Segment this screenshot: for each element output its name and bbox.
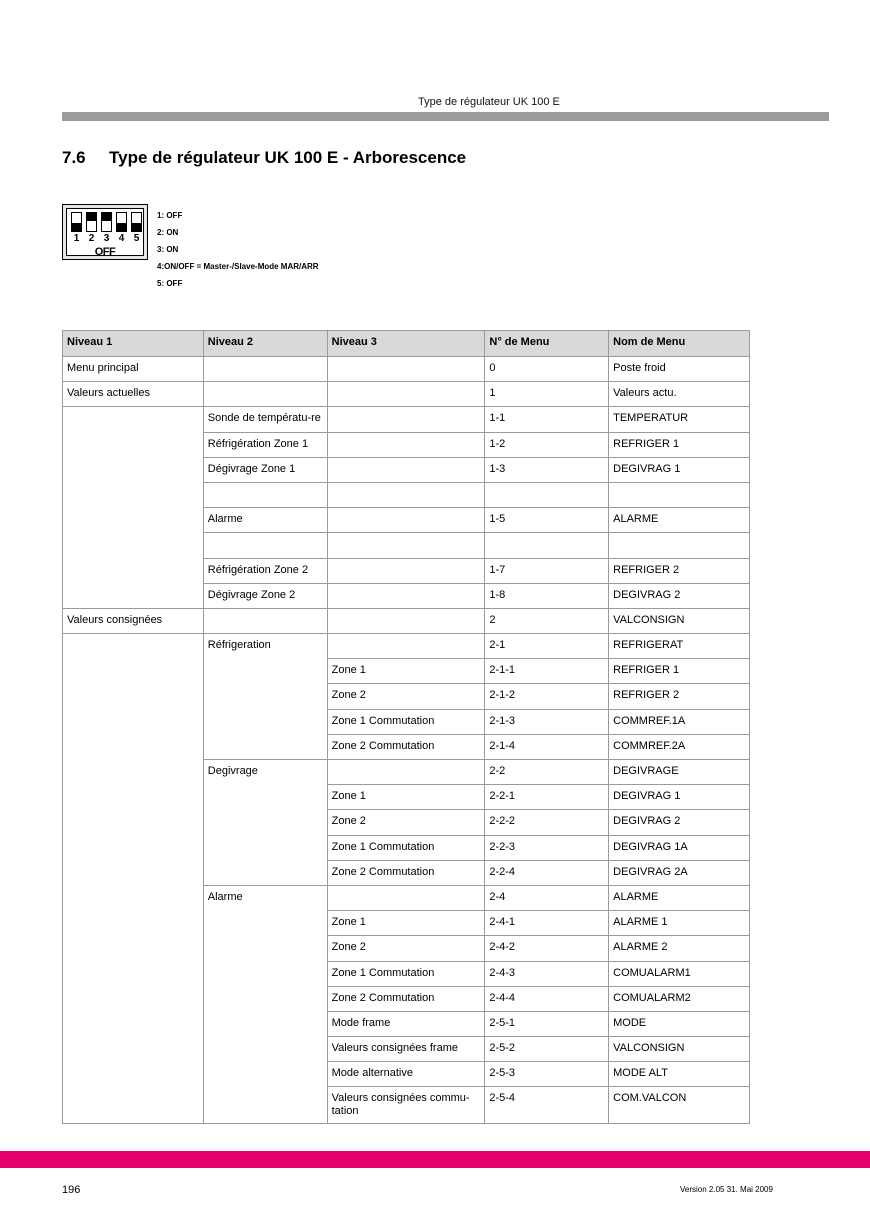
- cell-menu-number: 2: [485, 608, 609, 633]
- running-header: Type de régulateur UK 100 E: [418, 96, 560, 108]
- table-row: [63, 382, 750, 407]
- cell-menu-number: 2-1-4: [485, 734, 609, 759]
- cell-menu-number: 2-1-3: [485, 709, 609, 734]
- cell-niveau-3: Zone 1 Commutation: [327, 709, 485, 734]
- cell-niveau-3: [327, 357, 485, 382]
- dip-legend-line: 2: ON: [157, 228, 179, 237]
- dip-switch-legend: [157, 207, 319, 292]
- cell-niveau-2: [203, 684, 327, 709]
- table-row: [63, 986, 750, 1011]
- cell-menu-number: [485, 482, 609, 507]
- table-row: [63, 835, 750, 860]
- cell-niveau-3: [327, 558, 485, 583]
- cell-menu-name: DEGIVRAG 1: [609, 457, 750, 482]
- dip-switch-5: [131, 212, 142, 232]
- dip-switch-graphic: [62, 204, 148, 260]
- cell-menu-number: 2-5-4: [485, 1087, 609, 1124]
- cell-niveau-1: [63, 1011, 204, 1036]
- cell-niveau-1: [63, 961, 204, 986]
- cell-menu-number: 2-2-4: [485, 860, 609, 885]
- cell-niveau-2: [203, 382, 327, 407]
- table-row: [63, 659, 750, 684]
- cell-niveau-1: Valeurs actuelles: [63, 382, 204, 407]
- cell-niveau-2: Sonde de températu-re: [203, 407, 327, 432]
- cell-menu-number: 2-4-1: [485, 911, 609, 936]
- cell-menu-name: Valeurs actu.: [609, 382, 750, 407]
- cell-niveau-1: [63, 634, 204, 659]
- cell-niveau-2: Réfrigeration: [203, 634, 327, 659]
- cell-menu-name: VALCONSIGN: [609, 1037, 750, 1062]
- cell-niveau-3: Valeurs consignées frame: [327, 1037, 485, 1062]
- dip-legend-line: 4:ON/OFF = Master-/Slave-Mode MAR/ARR: [157, 262, 319, 271]
- cell-niveau-1: [63, 810, 204, 835]
- column-header-niveau-3: Niveau 3: [327, 331, 485, 357]
- cell-niveau-3: Valeurs consignées commu-tation: [327, 1087, 485, 1124]
- cell-menu-name: DEGIVRAG 2A: [609, 860, 750, 885]
- cell-niveau-2: [203, 961, 327, 986]
- cell-niveau-3: Mode frame: [327, 1011, 485, 1036]
- cell-menu-number: 1: [485, 382, 609, 407]
- cell-menu-name: [609, 482, 750, 507]
- cell-niveau-3: [327, 533, 485, 558]
- cell-niveau-3: [327, 583, 485, 608]
- cell-menu-name: MODE: [609, 1011, 750, 1036]
- dip-switch-3: [101, 212, 112, 232]
- table-row: [63, 583, 750, 608]
- cell-niveau-2: [203, 1037, 327, 1062]
- cell-niveau-1: [63, 709, 204, 734]
- table-row: [63, 407, 750, 432]
- cell-menu-name: DEGIVRAGE: [609, 760, 750, 785]
- cell-niveau-2: [203, 709, 327, 734]
- cell-menu-name: DEGIVRAG 1A: [609, 835, 750, 860]
- cell-menu-name: REFRIGER 1: [609, 659, 750, 684]
- section-title-text: Type de régulateur UK 100 E - Arborescence: [109, 148, 467, 167]
- dip-switch-panel: [66, 208, 144, 256]
- cell-niveau-2: [203, 482, 327, 507]
- cell-niveau-1: [63, 785, 204, 810]
- cell-menu-number: 1-8: [485, 583, 609, 608]
- cell-niveau-1: Menu principal: [63, 357, 204, 382]
- cell-menu-number: 1-2: [485, 432, 609, 457]
- cell-menu-number: 2-1-2: [485, 684, 609, 709]
- cell-menu-number: 2-2: [485, 760, 609, 785]
- dip-switch-2: [86, 212, 97, 232]
- table-row: [63, 860, 750, 885]
- table-row: [63, 357, 750, 382]
- cell-menu-name: VALCONSIGN: [609, 608, 750, 633]
- cell-niveau-1: [63, 911, 204, 936]
- menu-tree-table: [62, 330, 750, 1124]
- cell-niveau-3: [327, 432, 485, 457]
- cell-menu-name: COM.VALCON: [609, 1087, 750, 1124]
- table-row: [63, 936, 750, 961]
- cell-menu-number: 2-2-2: [485, 810, 609, 835]
- cell-niveau-2: [203, 785, 327, 810]
- cell-niveau-1: [63, 1037, 204, 1062]
- cell-menu-name: TEMPERATUR: [609, 407, 750, 432]
- dip-number-2: 2: [88, 233, 95, 244]
- cell-menu-name: REFRIGER 2: [609, 684, 750, 709]
- cell-niveau-2: Alarme: [203, 508, 327, 533]
- cell-menu-number: 2-2-3: [485, 835, 609, 860]
- cell-menu-number: 2-5-1: [485, 1011, 609, 1036]
- cell-menu-number: 2-5-3: [485, 1062, 609, 1087]
- cell-menu-number: 2-1-1: [485, 659, 609, 684]
- table-row: [63, 709, 750, 734]
- dip-off-label: OFF: [94, 246, 116, 258]
- cell-menu-number: 1-7: [485, 558, 609, 583]
- cell-niveau-1: [63, 508, 204, 533]
- cell-niveau-2: Dégivrage Zone 1: [203, 457, 327, 482]
- cell-menu-number: 2-2-1: [485, 785, 609, 810]
- cell-menu-name: DEGIVRAG 1: [609, 785, 750, 810]
- table-row: [63, 885, 750, 910]
- cell-niveau-1: [63, 684, 204, 709]
- dip-number-5: 5: [133, 233, 140, 244]
- cell-niveau-1: Valeurs consignées: [63, 608, 204, 633]
- cell-niveau-1: [63, 583, 204, 608]
- cell-niveau-3: [327, 482, 485, 507]
- cell-niveau-3: Zone 1 Commutation: [327, 961, 485, 986]
- cell-niveau-1: [63, 734, 204, 759]
- cell-menu-number: 2-5-2: [485, 1037, 609, 1062]
- cell-menu-name: ALARME: [609, 885, 750, 910]
- cell-niveau-3: Zone 1: [327, 659, 485, 684]
- cell-niveau-3: Zone 2: [327, 936, 485, 961]
- cell-niveau-1: [63, 986, 204, 1011]
- cell-niveau-2: [203, 1062, 327, 1087]
- cell-niveau-1: [63, 533, 204, 558]
- cell-niveau-1: [63, 860, 204, 885]
- cell-menu-name: REFRIGER 2: [609, 558, 750, 583]
- cell-niveau-1: [63, 457, 204, 482]
- dip-number-3: 3: [103, 233, 110, 244]
- cell-niveau-2: [203, 533, 327, 558]
- dip-legend-line: 3: ON: [157, 245, 179, 254]
- cell-niveau-1: [63, 659, 204, 684]
- cell-niveau-2: Alarme: [203, 885, 327, 910]
- table-row: [63, 482, 750, 507]
- table-row: [63, 432, 750, 457]
- table-header-row: [63, 331, 750, 357]
- cell-menu-number: 2-4-3: [485, 961, 609, 986]
- cell-niveau-1: [63, 936, 204, 961]
- cell-niveau-2: Réfrigération Zone 2: [203, 558, 327, 583]
- table-row: [63, 1011, 750, 1036]
- cell-niveau-1: [63, 1087, 204, 1124]
- section-number: 7.6: [62, 148, 86, 167]
- cell-niveau-2: Réfrigération Zone 1: [203, 432, 327, 457]
- column-header-niveau-1: Niveau 1: [63, 331, 204, 357]
- table-row: [63, 533, 750, 558]
- cell-menu-name: DEGIVRAG 2: [609, 810, 750, 835]
- cell-menu-number: 1-5: [485, 508, 609, 533]
- table-row: [63, 1062, 750, 1087]
- table-row: [63, 911, 750, 936]
- cell-menu-number: 1-1: [485, 407, 609, 432]
- cell-menu-number: 1-3: [485, 457, 609, 482]
- dip-number-1: 1: [73, 233, 80, 244]
- cell-niveau-3: [327, 634, 485, 659]
- cell-niveau-2: [203, 659, 327, 684]
- footer-accent-bar: [0, 1151, 870, 1168]
- cell-menu-name: COMMREF.1A: [609, 709, 750, 734]
- cell-niveau-2: [203, 835, 327, 860]
- table-row: [63, 457, 750, 482]
- cell-menu-name: ALARME 1: [609, 911, 750, 936]
- cell-niveau-3: [327, 760, 485, 785]
- cell-menu-name: COMUALARM1: [609, 961, 750, 986]
- cell-niveau-3: [327, 608, 485, 633]
- cell-niveau-3: Zone 2: [327, 684, 485, 709]
- cell-menu-number: 2-4-2: [485, 936, 609, 961]
- column-header-menu-name: Nom de Menu: [609, 331, 750, 357]
- cell-niveau-3: [327, 457, 485, 482]
- table-row: [63, 961, 750, 986]
- cell-menu-name: ALARME: [609, 508, 750, 533]
- cell-niveau-3: [327, 407, 485, 432]
- cell-niveau-2: [203, 986, 327, 1011]
- dip-legend-line: 5: OFF: [157, 279, 183, 288]
- column-header-niveau-2: Niveau 2: [203, 331, 327, 357]
- cell-niveau-1: [63, 432, 204, 457]
- cell-niveau-2: [203, 860, 327, 885]
- cell-menu-name: Poste froid: [609, 357, 750, 382]
- cell-niveau-3: Zone 2 Commutation: [327, 986, 485, 1011]
- cell-menu-number: [485, 533, 609, 558]
- table-row: [63, 785, 750, 810]
- cell-niveau-3: Zone 1: [327, 911, 485, 936]
- table-row: [63, 1037, 750, 1062]
- cell-niveau-1: [63, 482, 204, 507]
- cell-niveau-2: [203, 810, 327, 835]
- cell-niveau-3: Zone 2: [327, 810, 485, 835]
- cell-niveau-2: [203, 911, 327, 936]
- cell-menu-number: 0: [485, 357, 609, 382]
- cell-menu-name: [609, 533, 750, 558]
- cell-niveau-1: [63, 885, 204, 910]
- cell-menu-name: DEGIVRAG 2: [609, 583, 750, 608]
- cell-menu-name: REFRIGER 1: [609, 432, 750, 457]
- table-row: [63, 734, 750, 759]
- table-row: [63, 608, 750, 633]
- cell-niveau-3: Mode alternative: [327, 1062, 485, 1087]
- cell-niveau-2: [203, 608, 327, 633]
- dip-switch-1: [71, 212, 82, 232]
- cell-niveau-3: Zone 1: [327, 785, 485, 810]
- table-row: [63, 1087, 750, 1124]
- cell-menu-name: COMMREF.2A: [609, 734, 750, 759]
- cell-niveau-3: Zone 2 Commutation: [327, 734, 485, 759]
- version-info: Version 2.05 31. Mai 2009: [680, 1185, 773, 1194]
- table-row: [63, 558, 750, 583]
- cell-niveau-3: [327, 508, 485, 533]
- cell-niveau-3: Zone 1 Commutation: [327, 835, 485, 860]
- cell-niveau-2: [203, 734, 327, 759]
- table-row: [63, 634, 750, 659]
- cell-niveau-1: [63, 558, 204, 583]
- section-title: [62, 148, 466, 168]
- cell-menu-name: COMUALARM2: [609, 986, 750, 1011]
- cell-niveau-1: [63, 835, 204, 860]
- dip-number-4: 4: [118, 233, 125, 244]
- cell-niveau-1: [63, 407, 204, 432]
- cell-niveau-3: [327, 885, 485, 910]
- cell-niveau-2: Degivrage: [203, 760, 327, 785]
- table-row: [63, 684, 750, 709]
- cell-niveau-1: [63, 1062, 204, 1087]
- table-row: [63, 508, 750, 533]
- cell-menu-number: 2-4-4: [485, 986, 609, 1011]
- table-row: [63, 810, 750, 835]
- cell-niveau-2: [203, 1011, 327, 1036]
- page-number: 196: [62, 1184, 81, 1196]
- cell-niveau-1: [63, 760, 204, 785]
- dip-switch-4: [116, 212, 127, 232]
- cell-menu-number: 2-1: [485, 634, 609, 659]
- header-rule: [62, 112, 829, 121]
- cell-niveau-2: [203, 936, 327, 961]
- cell-menu-name: REFRIGERAT: [609, 634, 750, 659]
- dip-legend-line: 1: OFF: [157, 211, 183, 220]
- table-row: [63, 760, 750, 785]
- cell-menu-name: MODE ALT: [609, 1062, 750, 1087]
- cell-niveau-2: [203, 357, 327, 382]
- column-header-menu-number: N° de Menu: [485, 331, 609, 357]
- cell-menu-number: 2-4: [485, 885, 609, 910]
- cell-niveau-3: Zone 2 Commutation: [327, 860, 485, 885]
- cell-niveau-2: Dégivrage Zone 2: [203, 583, 327, 608]
- cell-niveau-2: [203, 1087, 327, 1124]
- cell-menu-name: ALARME 2: [609, 936, 750, 961]
- cell-niveau-3: [327, 382, 485, 407]
